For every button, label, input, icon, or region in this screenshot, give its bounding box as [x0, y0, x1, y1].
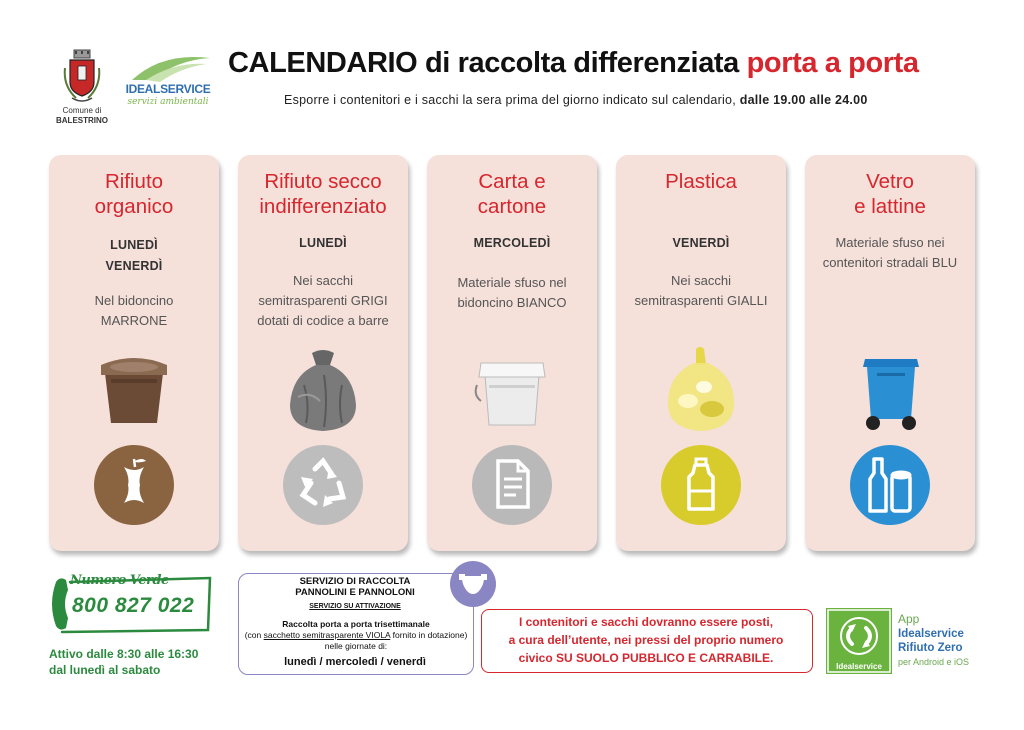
card-description: Nei sacchi semitrasparenti GRIGI dotati di codice a barre	[257, 273, 389, 328]
card-description: Nel bidoncino MARRONE	[94, 293, 174, 328]
numero-verde-number[interactable]: 800 827 022	[72, 594, 195, 617]
pannolini-desc-post: fornito in dotazione) nelle giornate di:	[324, 630, 468, 651]
card-plastica	[616, 155, 786, 551]
app-platforms: per Android e iOS	[898, 657, 970, 667]
carta-symbol	[472, 445, 552, 525]
secco-symbol	[283, 445, 363, 525]
page-subtitle	[284, 93, 868, 107]
card-days: MERCOLEDÌ	[473, 236, 551, 250]
bottle-can-icon	[850, 445, 930, 525]
numero-verde-hours: Attivo dalle 8:30 alle 16:30 dal lunedì al sabato	[49, 647, 199, 677]
pannolini-desc-pre: (con	[244, 630, 262, 640]
page-title	[228, 47, 919, 80]
recycle-icon	[283, 445, 363, 525]
pannolini-desc-underline: sacchetto semitrasparente VIOLA	[263, 630, 391, 640]
card-description: Materiale sfuso nel bidoncino BIANCO	[457, 275, 567, 310]
app-label: App	[898, 612, 920, 626]
organico-symbol	[94, 445, 174, 525]
vetro-symbol	[850, 445, 930, 525]
pannolini-desc-bold: Raccolta porta a porta trisettimanale	[282, 619, 430, 629]
plastic-bottle-icon	[661, 445, 741, 525]
white-bin-icon	[469, 345, 555, 435]
diaper-icon	[449, 560, 497, 608]
card-description: Nei sacchi semitrasparenti GIALLI	[634, 273, 768, 308]
apple-core-icon	[94, 445, 174, 525]
card-title: Carta e cartone	[477, 170, 547, 218]
plastica-symbol	[661, 445, 741, 525]
subtitle-text: Esporre i contenitori e i sacchi la sera prima del giorno indicato sul calendario,	[284, 93, 736, 107]
idealservice-name: IDEALSERVICE	[125, 82, 211, 96]
card-title: Plastica	[665, 170, 737, 193]
card-title: Rifiuto organico	[94, 170, 174, 218]
comune-label: Comune di	[62, 106, 102, 115]
pannolini-title: SERVIZIO DI RACCOLTA PANNOLINI E PANNOLONI	[295, 576, 415, 598]
idealservice-tagline: servizi ambientali	[127, 97, 209, 107]
card-title: Vetro e lattine	[854, 170, 926, 218]
app-tile-label: Idealservice	[836, 662, 882, 671]
grey-bag-icon	[280, 345, 366, 435]
card-days: LUNEDÌ	[299, 236, 347, 250]
card-description: Materiale sfuso nei contenitori stradali BLU	[822, 235, 958, 270]
card-days: VENERDÌ	[672, 236, 730, 250]
blue-wheelie-bin-icon	[847, 345, 933, 435]
title-accent: porta a porta	[746, 47, 919, 79]
comune-name: BALESTRINO	[56, 116, 108, 125]
card-title: Rifiuto secco indifferenziato	[259, 170, 387, 218]
card-secco	[238, 155, 408, 551]
pannolini-activation: SERVIZIO SU ATTIVAZIONE	[309, 603, 401, 610]
card-organico	[49, 155, 219, 551]
app-name: Idealservice Rifiuto Zero	[898, 628, 964, 654]
notice-text: I contenitori e sacchi dovranno essere posti, a cura dell’utente, nei pressi del proprio numero civico SU SUOLO PUBBLICO E CARRABILE.	[508, 615, 784, 665]
card-days: LUNEDÌ VENERDÌ	[105, 238, 163, 273]
card-carta	[427, 155, 597, 551]
numero-verde-label: Numero Verde	[70, 573, 169, 588]
app-logo-icon[interactable]	[826, 608, 892, 674]
document-icon	[472, 445, 552, 525]
pannolini-description	[244, 619, 468, 652]
comune-crest-icon	[62, 48, 102, 106]
brown-bin-icon	[91, 345, 177, 435]
subtitle-hours: dalle 19.00 alle 24.00	[739, 93, 868, 107]
yellow-bag-icon	[658, 345, 744, 435]
title-main: CALENDARIO di raccolta differenziata	[228, 47, 739, 79]
pannolini-days: lunedì / mercoledì / venerdì	[284, 656, 426, 668]
card-vetro	[805, 155, 975, 551]
